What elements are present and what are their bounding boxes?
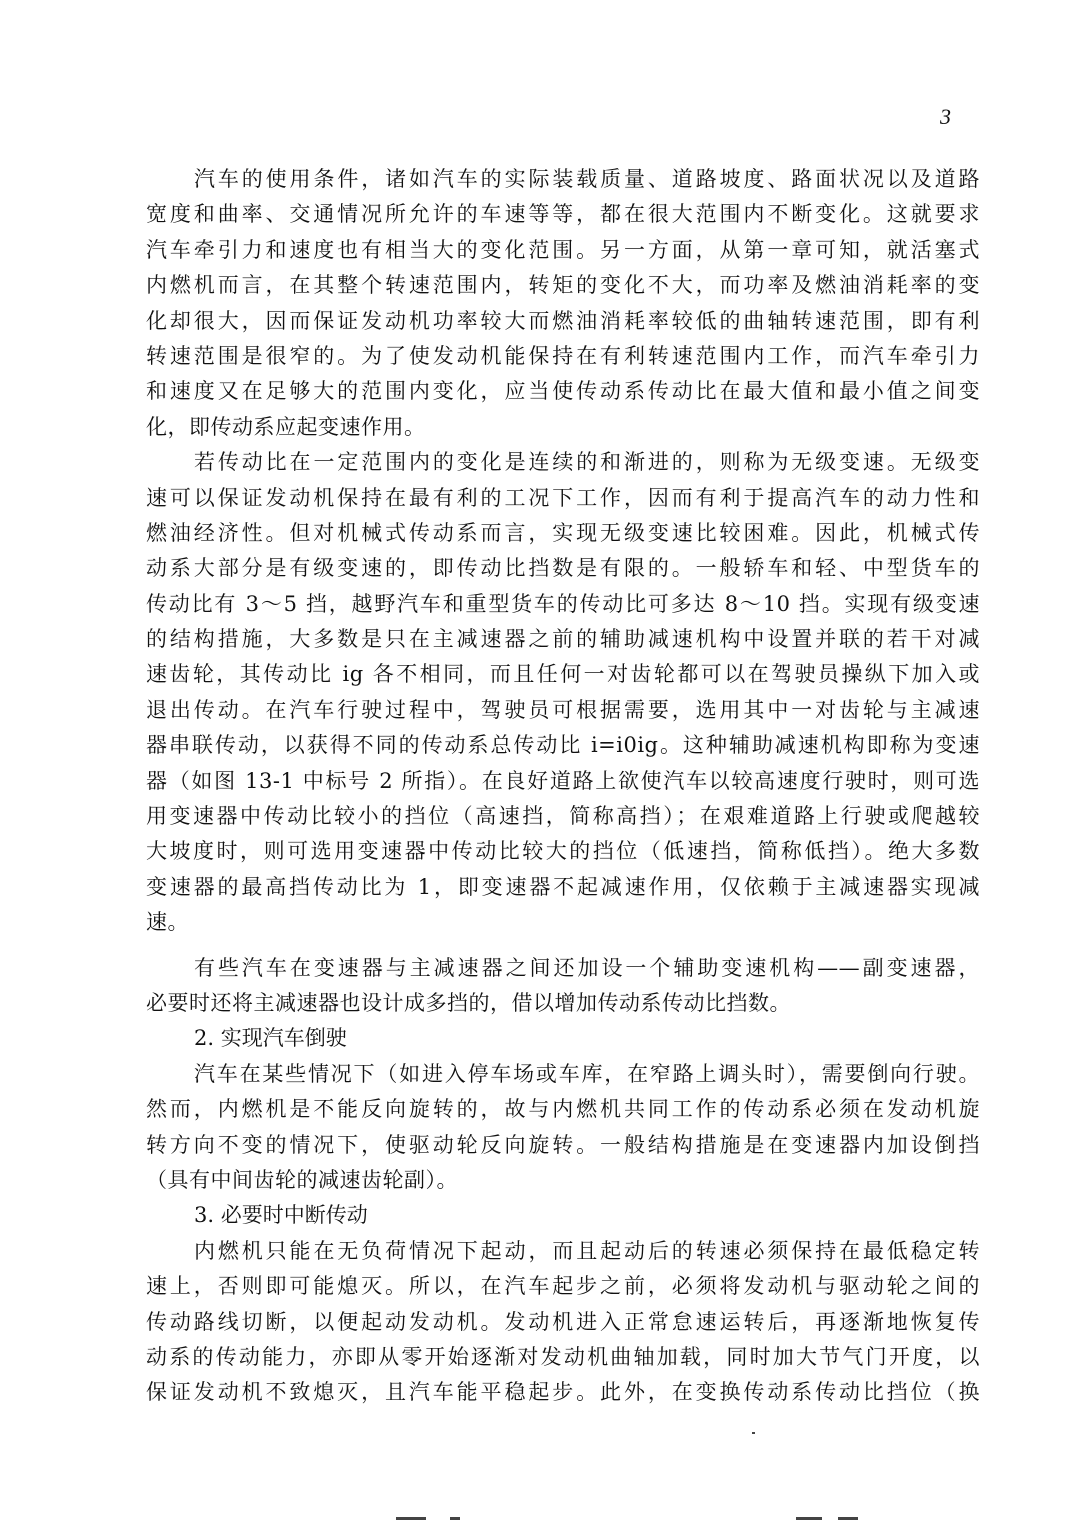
scan-speck xyxy=(396,1517,426,1520)
text-line: 转速范围是很窄的。为了使发动机能保持在有利转速范围内工作，而汽车牵引力 xyxy=(146,343,980,368)
text-line: 汽车牵引力和速度也有相当大的变化范围。另一方面，从第一章可知，就活塞式 xyxy=(146,237,980,262)
scan-speck xyxy=(450,1517,460,1520)
text-line: 保证发动机不致熄灭，且汽车能平稳起步。此外，在变换传动系传动比挡位（换 xyxy=(146,1380,980,1405)
section-heading: 3. 必要时中断传动 xyxy=(194,1203,368,1228)
section-heading: 2. 实现汽车倒驶 xyxy=(194,1026,347,1051)
page-number: 3 xyxy=(940,104,951,129)
text-line: 然而，内燃机是不能反向旋转的，故与内燃机共同工作的传动系必须在发动机旋 xyxy=(146,1097,980,1122)
text-line: 化却很大，因而保证发动机功率较大而燃油消耗率较低的曲轴转速范围，即有利 xyxy=(146,308,980,333)
text-line: 传动比有 3～5 挡，越野汽车和重型货车的传动比可多达 8～10 挡。实现有级变速 xyxy=(146,591,980,616)
text-line: 若传动比在一定范围内的变化是连续的和渐进的，则称为无级变速。无级变 xyxy=(194,450,980,475)
text-line: 内燃机而言，在其整个转速范围内，转矩的变化不大，而功率及燃油消耗率的变 xyxy=(146,273,980,298)
text-line: 用变速器中传动比较小的挡位（高速挡，简称高挡）；在艰难道路上行驶或爬越较 xyxy=(146,804,980,829)
text-line: 大坡度时，则可选用变速器中传动比较大的挡位（低速挡，简称低挡）。绝大多数 xyxy=(146,839,980,864)
scan-speck xyxy=(838,1517,858,1520)
text-line: （具有中间齿轮的减速齿轮副）。 xyxy=(146,1167,458,1192)
text-line: 速可以保证发动机保持在最有利的工况下工作，因而有利于提高汽车的动力性和 xyxy=(146,485,980,510)
text-line: 动系的传动能力，亦即从零开始逐渐对发动机曲轴加载，同时加大节气门开度，以 xyxy=(146,1344,980,1369)
paragraph xyxy=(146,162,980,445)
paragraph xyxy=(146,445,980,940)
text-line: 转方向不变的情况下，使驱动轮反向旋转。一般结构措施是在变速器内加设倒挡 xyxy=(146,1132,980,1157)
text-line: 速齿轮，其传动比 ig 各不相同，而且任何一对齿轮都可以在驾驶员操纵下加入或 xyxy=(146,662,980,687)
text-line: 的结构措施，大多数是只在主减速器之前的辅助减速机构中设置并联的若干对减 xyxy=(146,627,980,652)
text-line: 动系大部分是有级变速的，即传动比挡数是有限的。一般轿车和轻、中型货车的 xyxy=(146,556,980,581)
text-line: 传动路线切断，以便起动发动机。发动机进入正常怠速运转后，再逐渐地恢复传 xyxy=(146,1309,980,1334)
text-line: 和速度又在足够大的范围内变化，应当使传动系传动比在最大值和最小值之间变 xyxy=(146,379,980,404)
paragraph xyxy=(146,951,980,1022)
body-text xyxy=(146,162,980,1411)
text-line: 化，即传动系应起变速作用。 xyxy=(146,414,426,439)
scan-speck xyxy=(752,1432,755,1434)
text-line: 器串联传动，以获得不同的传动系总传动比 i=i0ig。这种辅助减速机构即称为变速 xyxy=(146,733,980,758)
paragraph xyxy=(146,1057,980,1199)
text-line: 宽度和曲率、交通情况所允许的车速等等，都在很大范围内不断变化。这就要求 xyxy=(146,202,980,227)
text-line: 内燃机只能在无负荷情况下起动，而且起动后的转速必须保持在最低稳定转 xyxy=(194,1238,980,1263)
text-line: 汽车在某些情况下（如进入停车场或车库，在窄路上调头时），需要倒向行驶。 xyxy=(194,1061,980,1086)
text-line: 有些汽车在变速器与主减速器之间还加设一个辅助变速机构——副变速器， xyxy=(194,955,980,980)
text-line: 速。 xyxy=(146,910,189,935)
paragraph xyxy=(146,1234,980,1411)
text-line: 退出传动。在汽车行驶过程中，驾驶员可根据需要，选用其中一对齿轮与主减速 xyxy=(146,697,980,722)
text-line: 器（如图 13-1 中标号 2 所指）。在良好道路上欲使汽车以较高速度行驶时，则可选 xyxy=(146,768,980,793)
text-line: 燃油经济性。但对机械式传动系而言，实现无级变速比较困难。因此，机械式传 xyxy=(146,520,980,545)
scan-speck xyxy=(796,1517,822,1520)
text-line: 必要时还将主减速器也设计成多挡的，借以增加传动系传动比挡数。 xyxy=(146,990,791,1015)
text-line: 汽车的使用条件，诸如汽车的实际装载质量、道路坡度、路面状况以及道路 xyxy=(194,167,980,191)
text-line: 变速器的最高挡传动比为 1，即变速器不起减速作用，仅依赖于主减速器实现减 xyxy=(146,874,980,899)
text-line: 速上，否则即可能熄灭。所以，在汽车起步之前，必须将发动机与驱动轮之间的 xyxy=(146,1274,980,1299)
